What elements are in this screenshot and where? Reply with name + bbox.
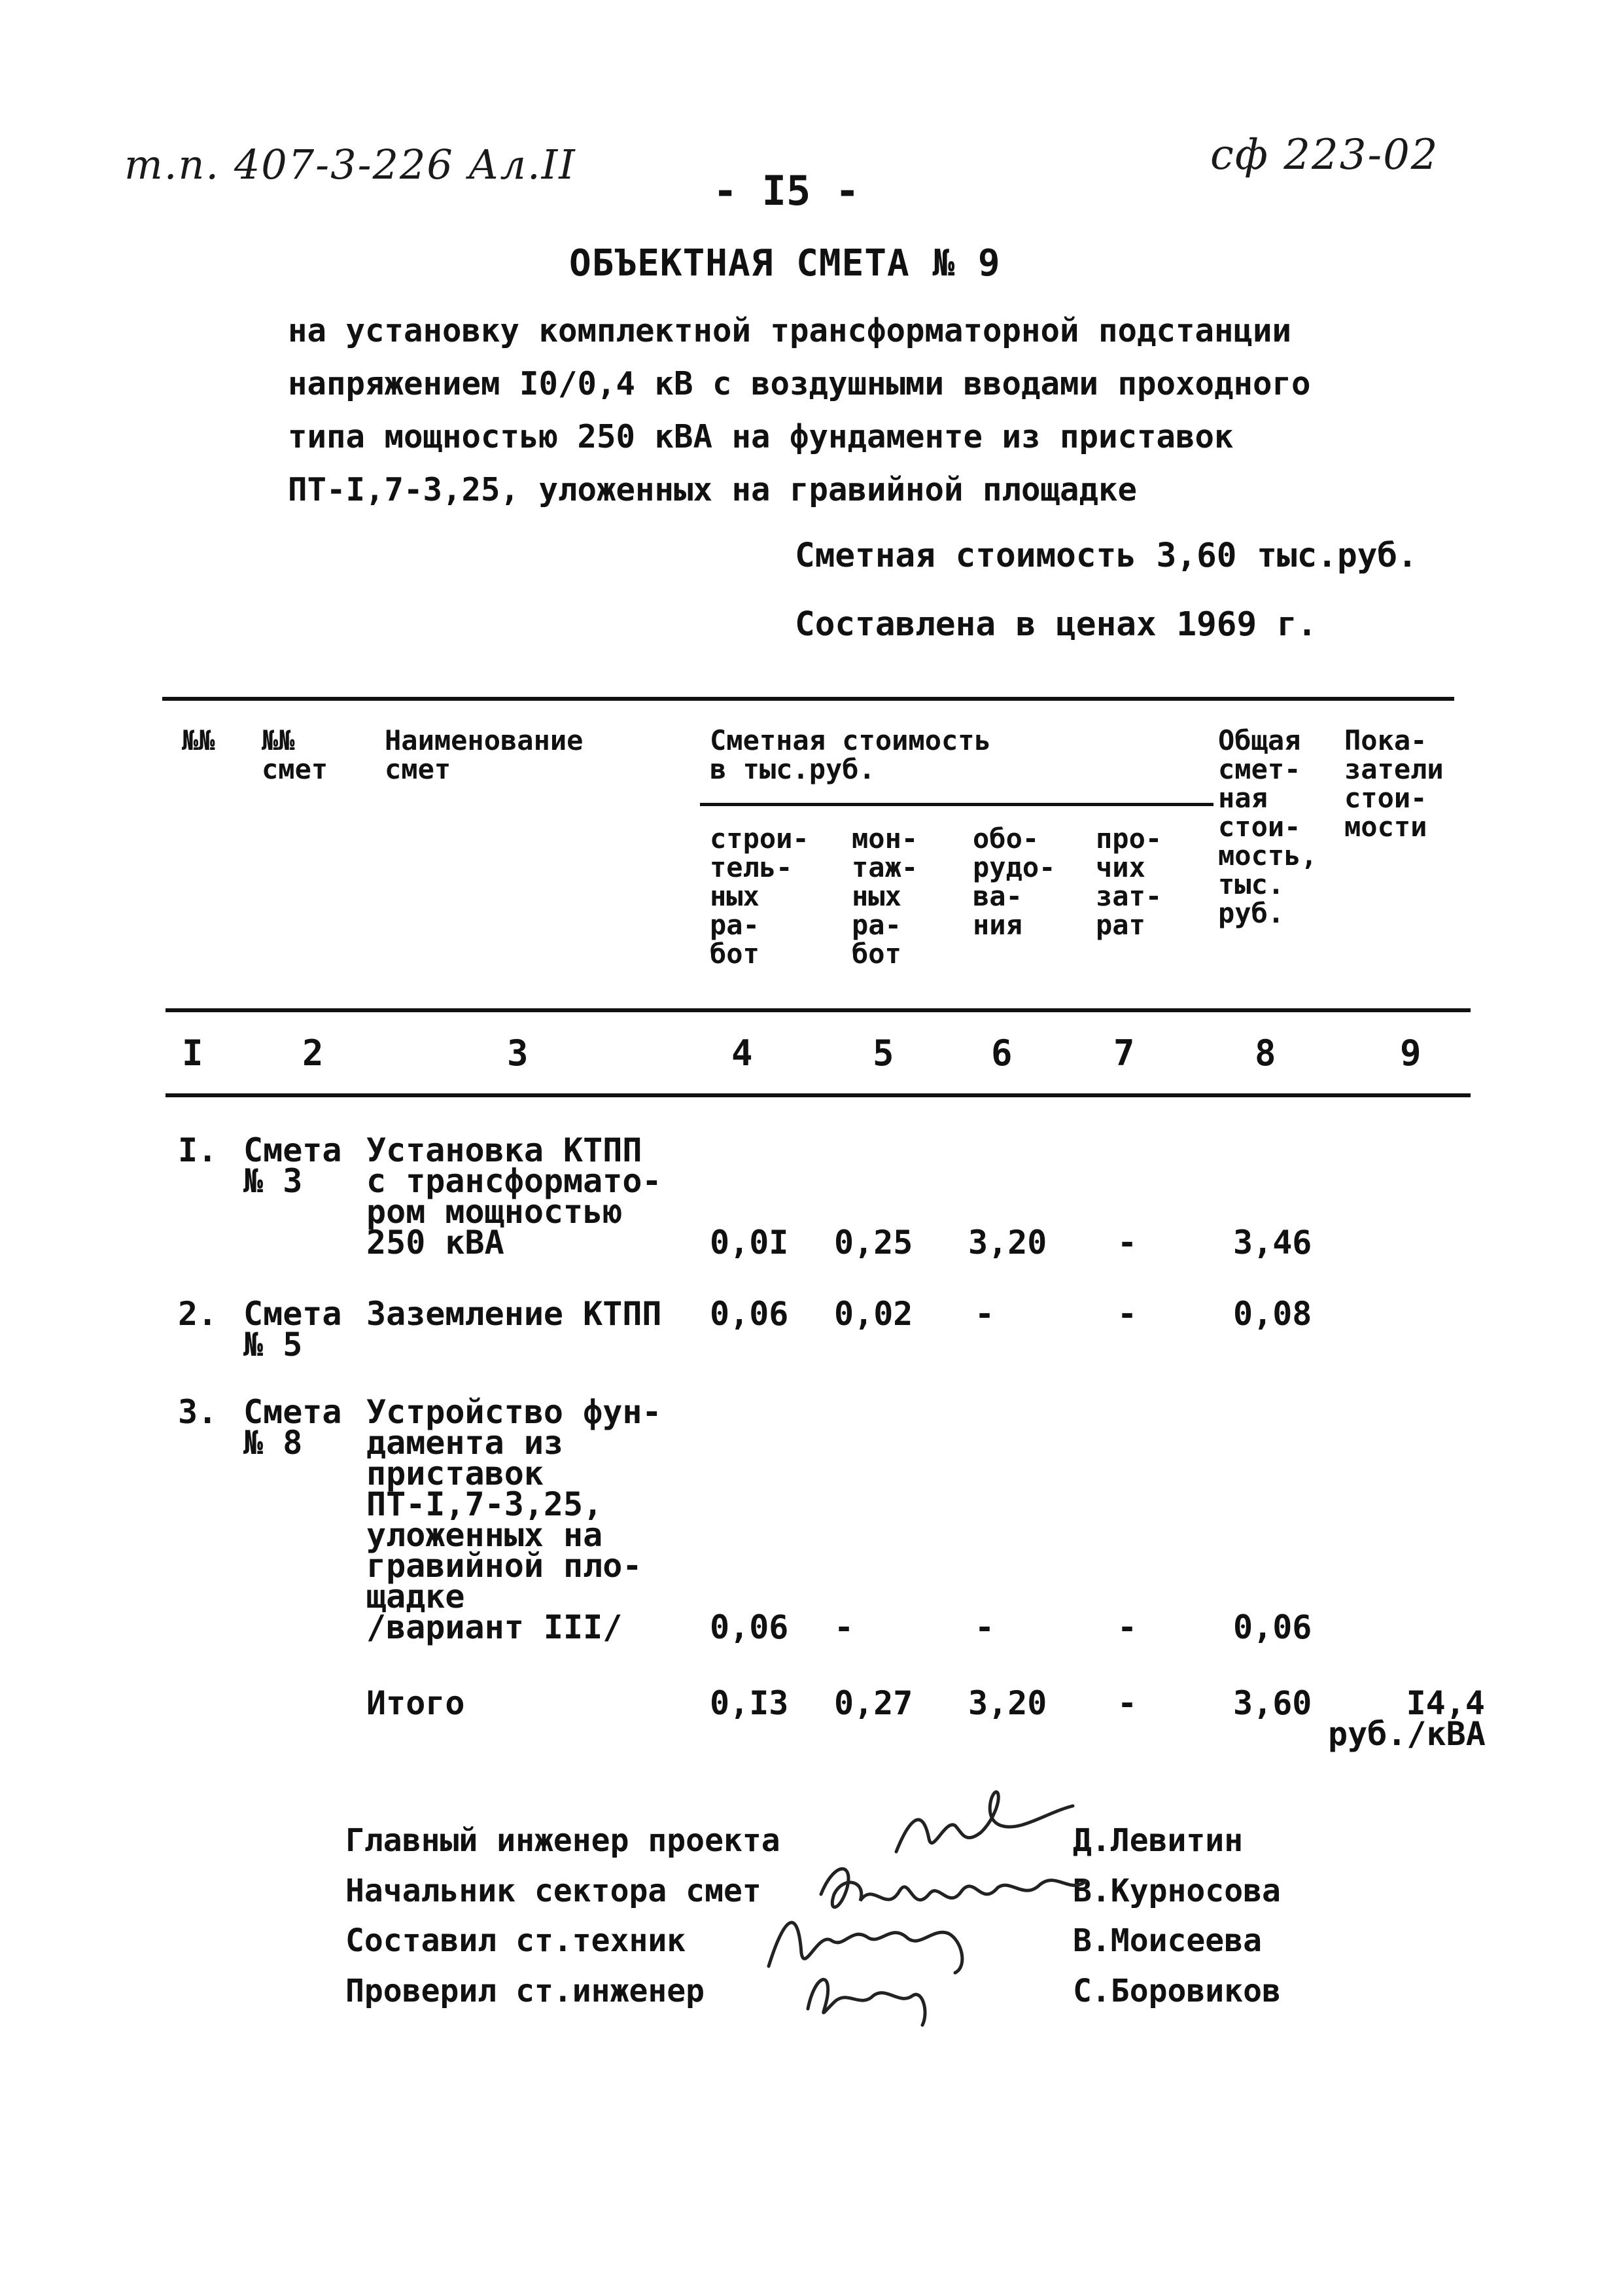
row-other-cost: - (1117, 1224, 1138, 1262)
document-reference-right: сф 223-02 (1210, 131, 1439, 179)
row-construction-cost: 0,06 (710, 1295, 789, 1333)
row-equipment-cost: - (975, 1608, 995, 1646)
signature-role: Составил ст.техник (345, 1922, 686, 1959)
total-other-cost: - (1117, 1684, 1138, 1722)
total-installation-cost: 0,27 (834, 1684, 913, 1722)
column-number: 7 (1113, 1033, 1135, 1074)
row-number: 3. (178, 1393, 218, 1431)
header-col-indicators: Пока- затели стои- мости (1344, 724, 1444, 843)
column-number: 9 (1400, 1033, 1422, 1074)
row-installation-cost: 0,02 (834, 1295, 913, 1333)
signature-name: В.Моисеева (1073, 1922, 1262, 1959)
header-cost-group: Сметная стоимость в тыс.руб. (710, 724, 991, 785)
row-number: 2. (178, 1295, 218, 1333)
header-col-num: №№ (182, 724, 215, 756)
table-top-rule (162, 697, 1454, 701)
row-total-cost: 0,08 (1233, 1295, 1312, 1333)
row-total-cost: 3,46 (1233, 1224, 1312, 1262)
row-name: Заземление КТПП (366, 1295, 662, 1333)
header-col-installation: мон- таж- ных ра- бот (852, 822, 918, 970)
signature-name: Д.Левитин (1073, 1822, 1244, 1859)
row-name: Устройство фун- дамента из приставок ПТ-I,7-3,25, уложенных на гравийной пло- щадке /вариант III/ (366, 1393, 662, 1646)
signature-name: В.Курносова (1073, 1873, 1281, 1909)
row-equipment-cost: - (975, 1295, 995, 1333)
row-construction-cost: 0,0I (710, 1224, 789, 1262)
total-cost: 3,60 (1233, 1684, 1312, 1722)
row-equipment-cost: 3,20 (968, 1224, 1047, 1262)
row-smeta: Смета № 5 (243, 1295, 342, 1364)
header-col-smeta: №№ смет (262, 724, 328, 785)
total-construction-cost: 0,I3 (710, 1684, 789, 1722)
document-subtitle: на установку комплектной трансформаторной подстанции напряжением I0/0,4 кВ с воздушными вводами проходного типа мощностью 250 кВА на фундаменте из приставок ПТ-I,7-3,25, уложенных на гравийной площадке (288, 312, 1311, 508)
header-col-total: Общая смет- ная стои- мость, тыс. руб. (1218, 724, 1318, 929)
page-number: - I5 - (713, 167, 860, 215)
handwritten-signature-mark (795, 1956, 945, 2028)
signature-role: Главный инженер проекта (345, 1822, 780, 1859)
row-other-cost: - (1117, 1608, 1138, 1646)
row-name: Установка КТПП с трансформато- ром мощностью 250 кВА (366, 1131, 662, 1262)
row-total-cost: 0,06 (1233, 1608, 1312, 1646)
header-col-equipment: обо- рудо- ва- ния (973, 822, 1056, 941)
signature-role: Проверил ст.инженер (345, 1973, 705, 2009)
row-smeta: Смета № 8 (243, 1393, 342, 1462)
column-number: 5 (873, 1033, 894, 1074)
document-reference-left: т.п. 407-3-226 Ал.II (124, 141, 576, 188)
column-number: 2 (302, 1033, 324, 1074)
estimated-cost: Сметная стоимость 3,60 тыс.руб. (795, 537, 1418, 575)
header-col-construction: строи- тель- ных ра- бот (710, 822, 809, 970)
row-smeta: Смета № 3 (243, 1131, 342, 1200)
total-cost-indicator: I4,4 руб./кВА (1328, 1684, 1486, 1753)
row-other-cost: - (1117, 1295, 1138, 1333)
signature-role: Начальник сектора смет (345, 1873, 761, 1909)
row-installation-cost: 0,25 (834, 1224, 913, 1262)
prices-basis: Составлена в ценах 1969 г. (795, 605, 1318, 644)
column-number: 8 (1255, 1033, 1276, 1074)
row-number: I. (178, 1131, 218, 1169)
header-col-name: Наименование смет (385, 724, 584, 785)
row-construction-cost: 0,06 (710, 1608, 789, 1646)
column-number: 4 (731, 1033, 753, 1074)
signature-name: С.Боровиков (1073, 1973, 1281, 2009)
table-header-rule (166, 1008, 1471, 1012)
document-title: ОБЪЕКТНАЯ СМЕТА № 9 (569, 242, 1001, 285)
column-number: 3 (507, 1033, 529, 1074)
column-number: I (182, 1033, 203, 1074)
total-equipment-cost: 3,20 (968, 1684, 1047, 1722)
header-col-other: про- чих зат- рат (1096, 822, 1162, 941)
column-number: 6 (991, 1033, 1013, 1074)
table-column-numbers-rule (166, 1093, 1471, 1097)
total-label: Итого (366, 1684, 465, 1722)
table-group-rule (700, 803, 1213, 806)
row-installation-cost: - (834, 1608, 854, 1646)
